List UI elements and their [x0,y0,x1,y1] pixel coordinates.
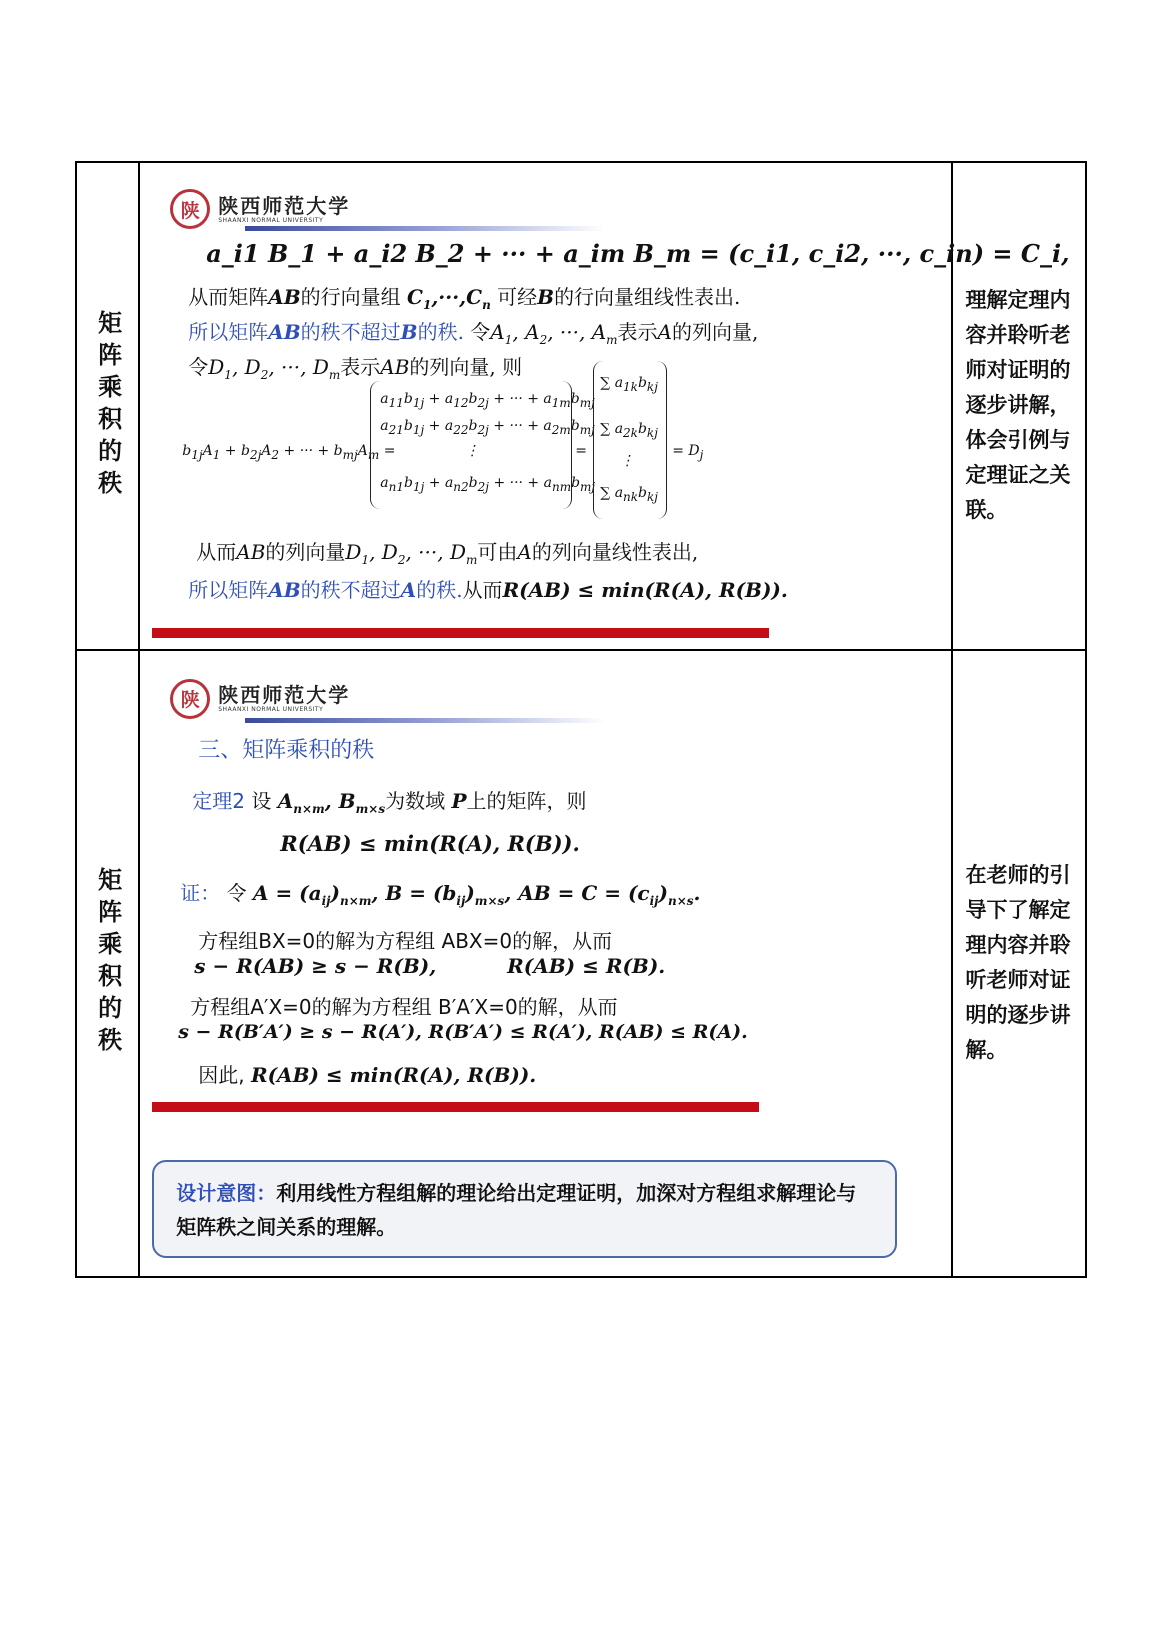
note-cell [952,162,1086,650]
slide-cell [139,650,952,1277]
logo-underline [245,718,605,723]
design-intent-label: 设计意图： [176,1180,277,1205]
logo-underline [245,226,605,231]
slide-image [140,651,951,1276]
lesson-plan-table [75,161,1087,1278]
text-line: 从而AB的列向量$D_1$, $D_2$, ···, $D_m$可由A的列向量线性表出, [196,540,699,567]
university-name-en: SHAANXI NORMAL UNIVERSITY [218,216,324,224]
text-line: 所以矩阵AB的秩不超过A的秩.从而R(AB) ≤ min(R(A), R(B)). [188,578,788,602]
university-seal-icon: 陕 [170,679,210,719]
section-heading: 三、矩阵乘积的秩 [198,737,375,763]
proof-line: s − R(AB) ≥ s − R(B), R(AB) ≤ R(B). [194,953,666,978]
topic-cell [76,162,139,650]
design-intent-box [152,1160,897,1258]
text-line: 所以矩阵AB的秩不超过B的秩. 令$A_1$, $A_2$, ···, $A_m$表示A的列向量, [188,320,759,347]
topic-label: 矩阵乘积的秩 [93,867,122,1060]
design-intent-text: 利用线性方程组解的理论给出定理证明，加深对方程组求解理论与矩阵秩之间关系的理解。 [176,1180,857,1239]
slide-red-bar [152,628,769,638]
activity-note: 在老师的引导下了解定理内容并聆听老师对证明的逐步讲解。 [965,863,1071,1063]
university-logo [170,189,350,229]
text-line: 从而矩阵AB的行向量组 $C_1,\cdot\cdot\cdot,C_n$ 可经B的行向量组线性表出. [188,285,741,312]
text-line: 令$D_1$, $D_2$, ···, $D_m$表示AB的列向量, 则 [188,355,523,382]
university-logo [170,679,350,719]
theorem-formula: R(AB) ≤ min(R(A), R(B)). [280,830,580,856]
note-cell [952,650,1086,1277]
table-row [76,650,1086,1277]
slide-red-bar [152,1102,759,1112]
university-name-cn: 陕西师范大学 [218,683,351,708]
activity-note: 理解定理内容并聆听老师对证明的逐步讲解，体会引例与定理证之关联。 [965,288,1071,523]
slide-image: 陕 陕西师范大学 SHAANXI NORMAL UNIVERSITY a_i1 B_1 + a_i2 B_2 + ··· + a_im B_m = (c_i1, c_i2, ···, c_in) = C_i, 从而矩阵AB的行向量组 $C_1,\cdot\cdot\cdot,C_n$ 可经B的行向量组线性表出. 所以矩阵AB的秩不超过B的秩. 令$A_1$, $A_2$, ···, $A_m$表示A的列向量, 令$D_1$, $D_2$, ···, $D_m$表示AB的列向量, 则 $b_{1j}A_1 + b_{2j}A_2$ + ··· + $b_{mj}A_m$ = $a_{11}b_{1j} + a_{12}b_{2j}$ + ··· + $a_{1m}b_{mj}$ $a_{21}b_{1j} + a_{22}b_{2j}$ + ··· + $a_{2m}b_{mj}$ ⋮ $a_{n1}b_{1j} + a_{n2}b_{2j}$ + ··· + $a_{nm}b_{mj}$ = ∑ $a_{1k}b_{kj}$ ∑ $a_{2k}b_{kj}$ ⋮ ∑ $a_{nk}b_{kj}$ = $D_j$ 从而AB的列向量$D_1$, $D_2$, ···, $D_m$可由A的列向量线性表出, 所以矩阵AB的秩不超过A的秩.从而R(AB) ≤ min(R(A), R(B)). [140,163,951,649]
proof-line: 方程组BX=0的解为方程组 ABX=0的解，从而 [198,928,613,953]
equation-line: a_i1 B_1 + a_i2 B_2 + ··· + a_im B_m = (c_i1, c_i2, ···, c_in) = C_i, [206,239,1070,268]
table-row [76,162,1086,650]
university-name-cn: 陕西师范大学 [218,193,351,218]
proof-line: 方程组A′X=0的解为方程组 B′A′X=0的解，从而 [190,994,618,1019]
proof-line: 因此, R(AB) ≤ min(R(A), R(B)). [198,1062,537,1087]
university-seal-icon: 陕 [170,189,210,229]
proof-line: s − R(B′A′) ≥ s − R(A′), R(B′A′) ≤ R(A′), R(AB) ≤ R(A). [178,1020,748,1043]
proof-line: 证： 令 $A = (a_{ij})_{n\times m}$, $B = (b_{ij})_{m\times s}$, AB = $C = (c_{ij})_{n\times s}$. [180,880,701,908]
university-name-en: SHAANXI NORMAL UNIVERSITY [218,706,324,714]
topic-label: 矩阵乘积的秩 [93,309,122,502]
topic-cell [76,650,139,1277]
theorem-line: 定理2 设 $A_{n\times m}$, $B_{m\times s}$为数域 P上的矩阵，则 [192,788,587,816]
